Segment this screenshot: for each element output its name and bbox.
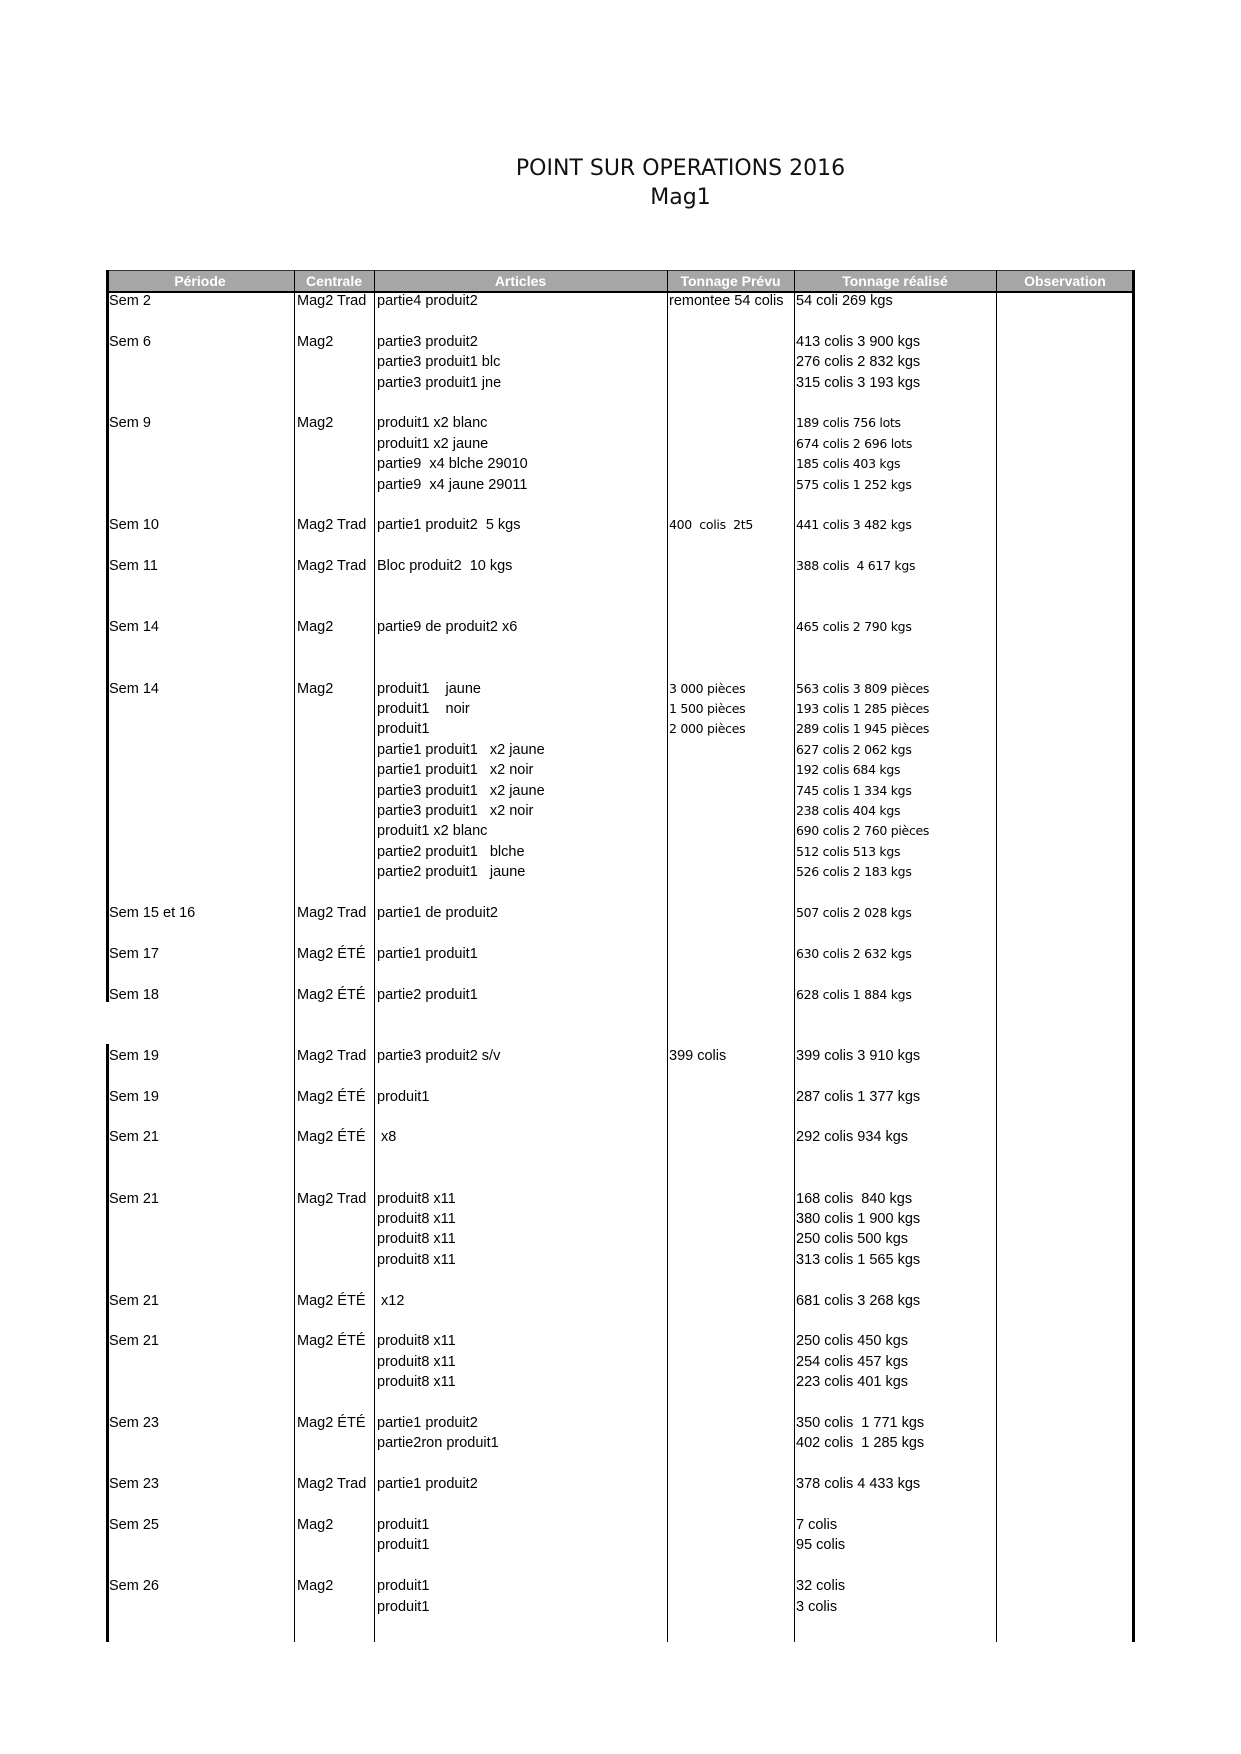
centrale-cell: Mag2 ÉTÉ [297, 986, 366, 1003]
tonnage-realise-cell: 250 colis 500 kgs [796, 1231, 909, 1248]
tonnage-realise-cell: 465 colis 2 790 kgs [796, 619, 912, 635]
tonnage-realise-cell: 292 colis 934 kgs [796, 1129, 909, 1146]
article-cell: produit1 [377, 1517, 430, 1533]
article-cell: produit1 noir [377, 701, 470, 717]
article-cell: produit8 x11 [377, 1190, 456, 1207]
centrale-cell: Mag2 [297, 333, 334, 350]
article-cell: partie3 produit1 blc [377, 354, 501, 371]
column-divider [667, 270, 668, 1642]
centrale-cell: Mag2 Trad [297, 558, 367, 575]
tonnage-realise-cell: 399 colis 3 910 kgs [796, 1047, 921, 1064]
tonnage-prevu-cell: 3 000 pièces [669, 680, 746, 696]
article-cell: partie3 produit1 x2 noir [377, 803, 534, 819]
tonnage-realise-cell: 223 colis 401 kgs [796, 1374, 909, 1391]
document-subtitle: Mag1 [650, 185, 711, 210]
centrale-cell: Mag2 ÉTÉ [297, 1129, 366, 1146]
tonnage-prevu-cell: 399 colis [669, 1047, 727, 1064]
operations-table [106, 270, 1134, 1642]
article-cell: partie4 produit2 [377, 293, 478, 309]
tonnage-realise-cell: 276 colis 2 832 kgs [796, 354, 921, 371]
tonnage-realise-cell: 54 coli 269 kgs [796, 293, 893, 309]
tonnage-prevu-cell: 2 000 pièces [669, 721, 746, 737]
column-divider [794, 270, 795, 1642]
tonnage-realise-cell: 507 colis 2 028 kgs [796, 905, 912, 920]
article-cell: produit1 x2 blanc [377, 823, 488, 840]
header-tonnage-realise: Tonnage réalisé [842, 273, 948, 289]
centrale-cell: Mag2 [297, 680, 334, 697]
article-cell: x12 [377, 1292, 405, 1309]
header-observation: Observation [1024, 273, 1106, 289]
periode-cell: Sem 21 [109, 1292, 159, 1309]
border-right [1132, 270, 1135, 1642]
article-cell: partie1 de produit2 [377, 905, 498, 921]
centrale-cell: Mag2 ÉTÉ [297, 945, 366, 962]
periode-cell: Sem 23 [109, 1415, 159, 1431]
periode-cell: Sem 25 [109, 1517, 159, 1533]
tonnage-realise-cell: 185 colis 403 kgs [796, 456, 901, 472]
article-cell: produit8 x11 [377, 1374, 456, 1391]
tonnage-realise-cell: 238 colis 404 kgs [796, 803, 901, 818]
article-cell: partie9 de produit2 x6 [377, 619, 518, 636]
header-periode: Période [174, 273, 226, 289]
column-divider [294, 270, 295, 1642]
centrale-cell: Mag2 ÉTÉ [297, 1415, 366, 1431]
border-gap [106, 1002, 109, 1044]
article-cell: produit1 x2 jaune [377, 435, 489, 452]
tonnage-realise-cell: 313 colis 1 565 kgs [796, 1251, 921, 1268]
tonnage-realise-cell: 563 colis 3 809 pièces [796, 680, 930, 696]
article-cell: produit1 [377, 1578, 430, 1595]
article-cell: partie1 produit2 5 kgs [377, 517, 521, 534]
periode-cell: Sem 14 [109, 619, 159, 636]
tonnage-realise-cell: 512 colis 513 kgs [796, 843, 901, 859]
article-cell: partie3 produit1 jne [377, 374, 502, 391]
article-cell: partie3 produit1 x2 jaune [377, 782, 545, 799]
tonnage-realise-cell: 254 colis 457 kgs [796, 1353, 909, 1370]
periode-cell: Sem 19 [109, 1088, 159, 1105]
tonnage-realise-cell: 378 colis 4 433 kgs [796, 1476, 921, 1493]
article-cell: produit8 x11 [377, 1353, 456, 1370]
article-cell: x8 [377, 1129, 397, 1146]
article-cell: partie2 produit1 blche [377, 843, 525, 860]
periode-cell: Sem 11 [109, 558, 158, 575]
tonnage-realise-cell: 402 colis 1 285 kgs [796, 1435, 925, 1452]
tonnage-realise-cell: 168 colis 840 kgs [796, 1190, 913, 1207]
tonnage-realise-cell: 287 colis 1 377 kgs [796, 1088, 921, 1105]
tonnage-realise-cell: 350 colis 1 771 kgs [796, 1415, 925, 1431]
tonnage-realise-cell: 628 colis 1 884 kgs [796, 986, 912, 1002]
centrale-cell: Mag2 Trad [297, 517, 367, 534]
centrale-cell: Mag2 Trad [297, 293, 367, 309]
centrale-cell: Mag2 ÉTÉ [297, 1088, 366, 1105]
column-divider [996, 270, 997, 1642]
tonnage-realise-cell: 289 colis 1 945 pièces [796, 721, 930, 737]
periode-cell: Sem 21 [109, 1129, 159, 1146]
article-cell: produit1 jaune [377, 680, 481, 697]
periode-cell: Sem 23 [109, 1476, 159, 1493]
periode-cell: Sem 26 [109, 1578, 159, 1595]
article-cell: partie1 produit1 [377, 945, 478, 962]
article-cell: produit1 [377, 721, 430, 738]
article-cell: produit1 x2 blanc [377, 415, 488, 432]
tonnage-realise-cell: 192 colis 684 kgs [796, 762, 901, 778]
tonnage-realise-cell: 250 colis 450 kgs [796, 1333, 909, 1350]
article-cell: Bloc produit2 10 kgs [377, 558, 513, 575]
article-cell: produit1 [377, 1598, 430, 1615]
centrale-cell: Mag2 [297, 619, 334, 636]
header-tonnage-prevu: Tonnage Prévu [680, 273, 781, 289]
tonnage-realise-cell: 3 colis [796, 1598, 838, 1615]
tonnage-realise-cell: 413 colis 3 900 kgs [796, 333, 921, 350]
article-cell: partie1 produit2 [377, 1476, 478, 1493]
periode-cell: Sem 2 [109, 293, 151, 309]
centrale-cell: Mag2 Trad [297, 1190, 367, 1207]
tonnage-realise-cell: 745 colis 1 334 kgs [796, 782, 912, 798]
periode-cell: Sem 17 [109, 945, 159, 962]
tonnage-realise-cell: 690 colis 2 760 pièces [796, 823, 930, 839]
periode-cell: Sem 18 [109, 986, 159, 1003]
article-cell: partie3 produit2 s/v [377, 1047, 501, 1064]
periode-cell: Sem 21 [109, 1333, 159, 1350]
tonnage-prevu-cell: 400 colis 2t5 [669, 517, 754, 533]
article-cell: partie2 produit1 jaune [377, 864, 526, 881]
tonnage-realise-cell: 674 colis 2 696 lots [796, 435, 913, 451]
periode-cell: Sem 21 [109, 1190, 159, 1207]
tonnage-realise-cell: 575 colis 1 252 kgs [796, 476, 912, 492]
tonnage-realise-cell: 388 colis 4 617 kgs [796, 558, 916, 574]
header-centrale: Centrale [305, 273, 363, 289]
centrale-cell: Mag2 ÉTÉ [297, 1292, 366, 1309]
tonnage-realise-cell: 627 colis 2 062 kgs [796, 741, 912, 757]
article-cell: partie1 produit2 [377, 1415, 478, 1431]
article-cell: partie9 x4 jaune 29011 [377, 476, 528, 493]
tonnage-realise-cell: 630 colis 2 632 kgs [796, 945, 912, 961]
tonnage-realise-cell: 315 colis 3 193 kgs [796, 374, 921, 391]
article-cell: partie3 produit2 [377, 333, 478, 350]
article-cell: produit8 x11 [377, 1211, 456, 1227]
header-articles: Articles [494, 273, 547, 289]
centrale-cell: Mag2 Trad [297, 1047, 367, 1064]
centrale-cell: Mag2 [297, 1517, 334, 1533]
centrale-cell: Mag2 Trad [297, 1476, 367, 1493]
tonnage-realise-cell: 189 colis 756 lots [796, 415, 901, 431]
tonnage-realise-cell: 681 colis 3 268 kgs [796, 1292, 921, 1309]
tonnage-realise-cell: 441 colis 3 482 kgs [796, 517, 912, 533]
table-header [106, 270, 1134, 293]
document-title: POINT SUR OPERATIONS 2016 [515, 156, 846, 181]
tonnage-prevu-cell: 1 500 pièces [669, 701, 746, 716]
tonnage-realise-cell: 7 colis [796, 1517, 838, 1533]
centrale-cell: Mag2 [297, 415, 334, 432]
article-cell: partie2ron produit1 [377, 1435, 499, 1452]
article-cell: produit1 [377, 1088, 430, 1105]
article-cell: partie1 produit1 x2 jaune [377, 741, 545, 758]
article-cell: produit8 x11 [377, 1333, 456, 1350]
article-cell: partie1 produit1 x2 noir [377, 762, 534, 779]
tonnage-realise-cell: 526 colis 2 183 kgs [796, 864, 912, 880]
article-cell: produit8 x11 [377, 1251, 456, 1268]
tonnage-prevu-cell: remontee 54 colis [669, 293, 784, 309]
centrale-cell: Mag2 Trad [297, 905, 367, 921]
centrale-cell: Mag2 ÉTÉ [297, 1333, 366, 1350]
periode-cell: Sem 6 [109, 333, 151, 350]
article-cell: partie2 produit1 [377, 986, 478, 1003]
column-divider [374, 270, 375, 1642]
periode-cell: Sem 15 et 16 [109, 905, 196, 921]
tonnage-realise-cell: 95 colis [796, 1537, 846, 1554]
periode-cell: Sem 19 [109, 1047, 159, 1064]
periode-cell: Sem 10 [109, 517, 159, 534]
periode-cell: Sem 14 [109, 680, 159, 697]
centrale-cell: Mag2 [297, 1578, 334, 1595]
tonnage-realise-cell: 380 colis 1 900 kgs [796, 1211, 921, 1227]
article-cell: partie9 x4 blche 29010 [377, 456, 528, 473]
tonnage-realise-cell: 193 colis 1 285 pièces [796, 701, 930, 716]
article-cell: produit8 x11 [377, 1231, 456, 1248]
tonnage-realise-cell: 32 colis [796, 1578, 846, 1595]
article-cell: produit1 [377, 1537, 430, 1554]
periode-cell: Sem 9 [109, 415, 151, 432]
